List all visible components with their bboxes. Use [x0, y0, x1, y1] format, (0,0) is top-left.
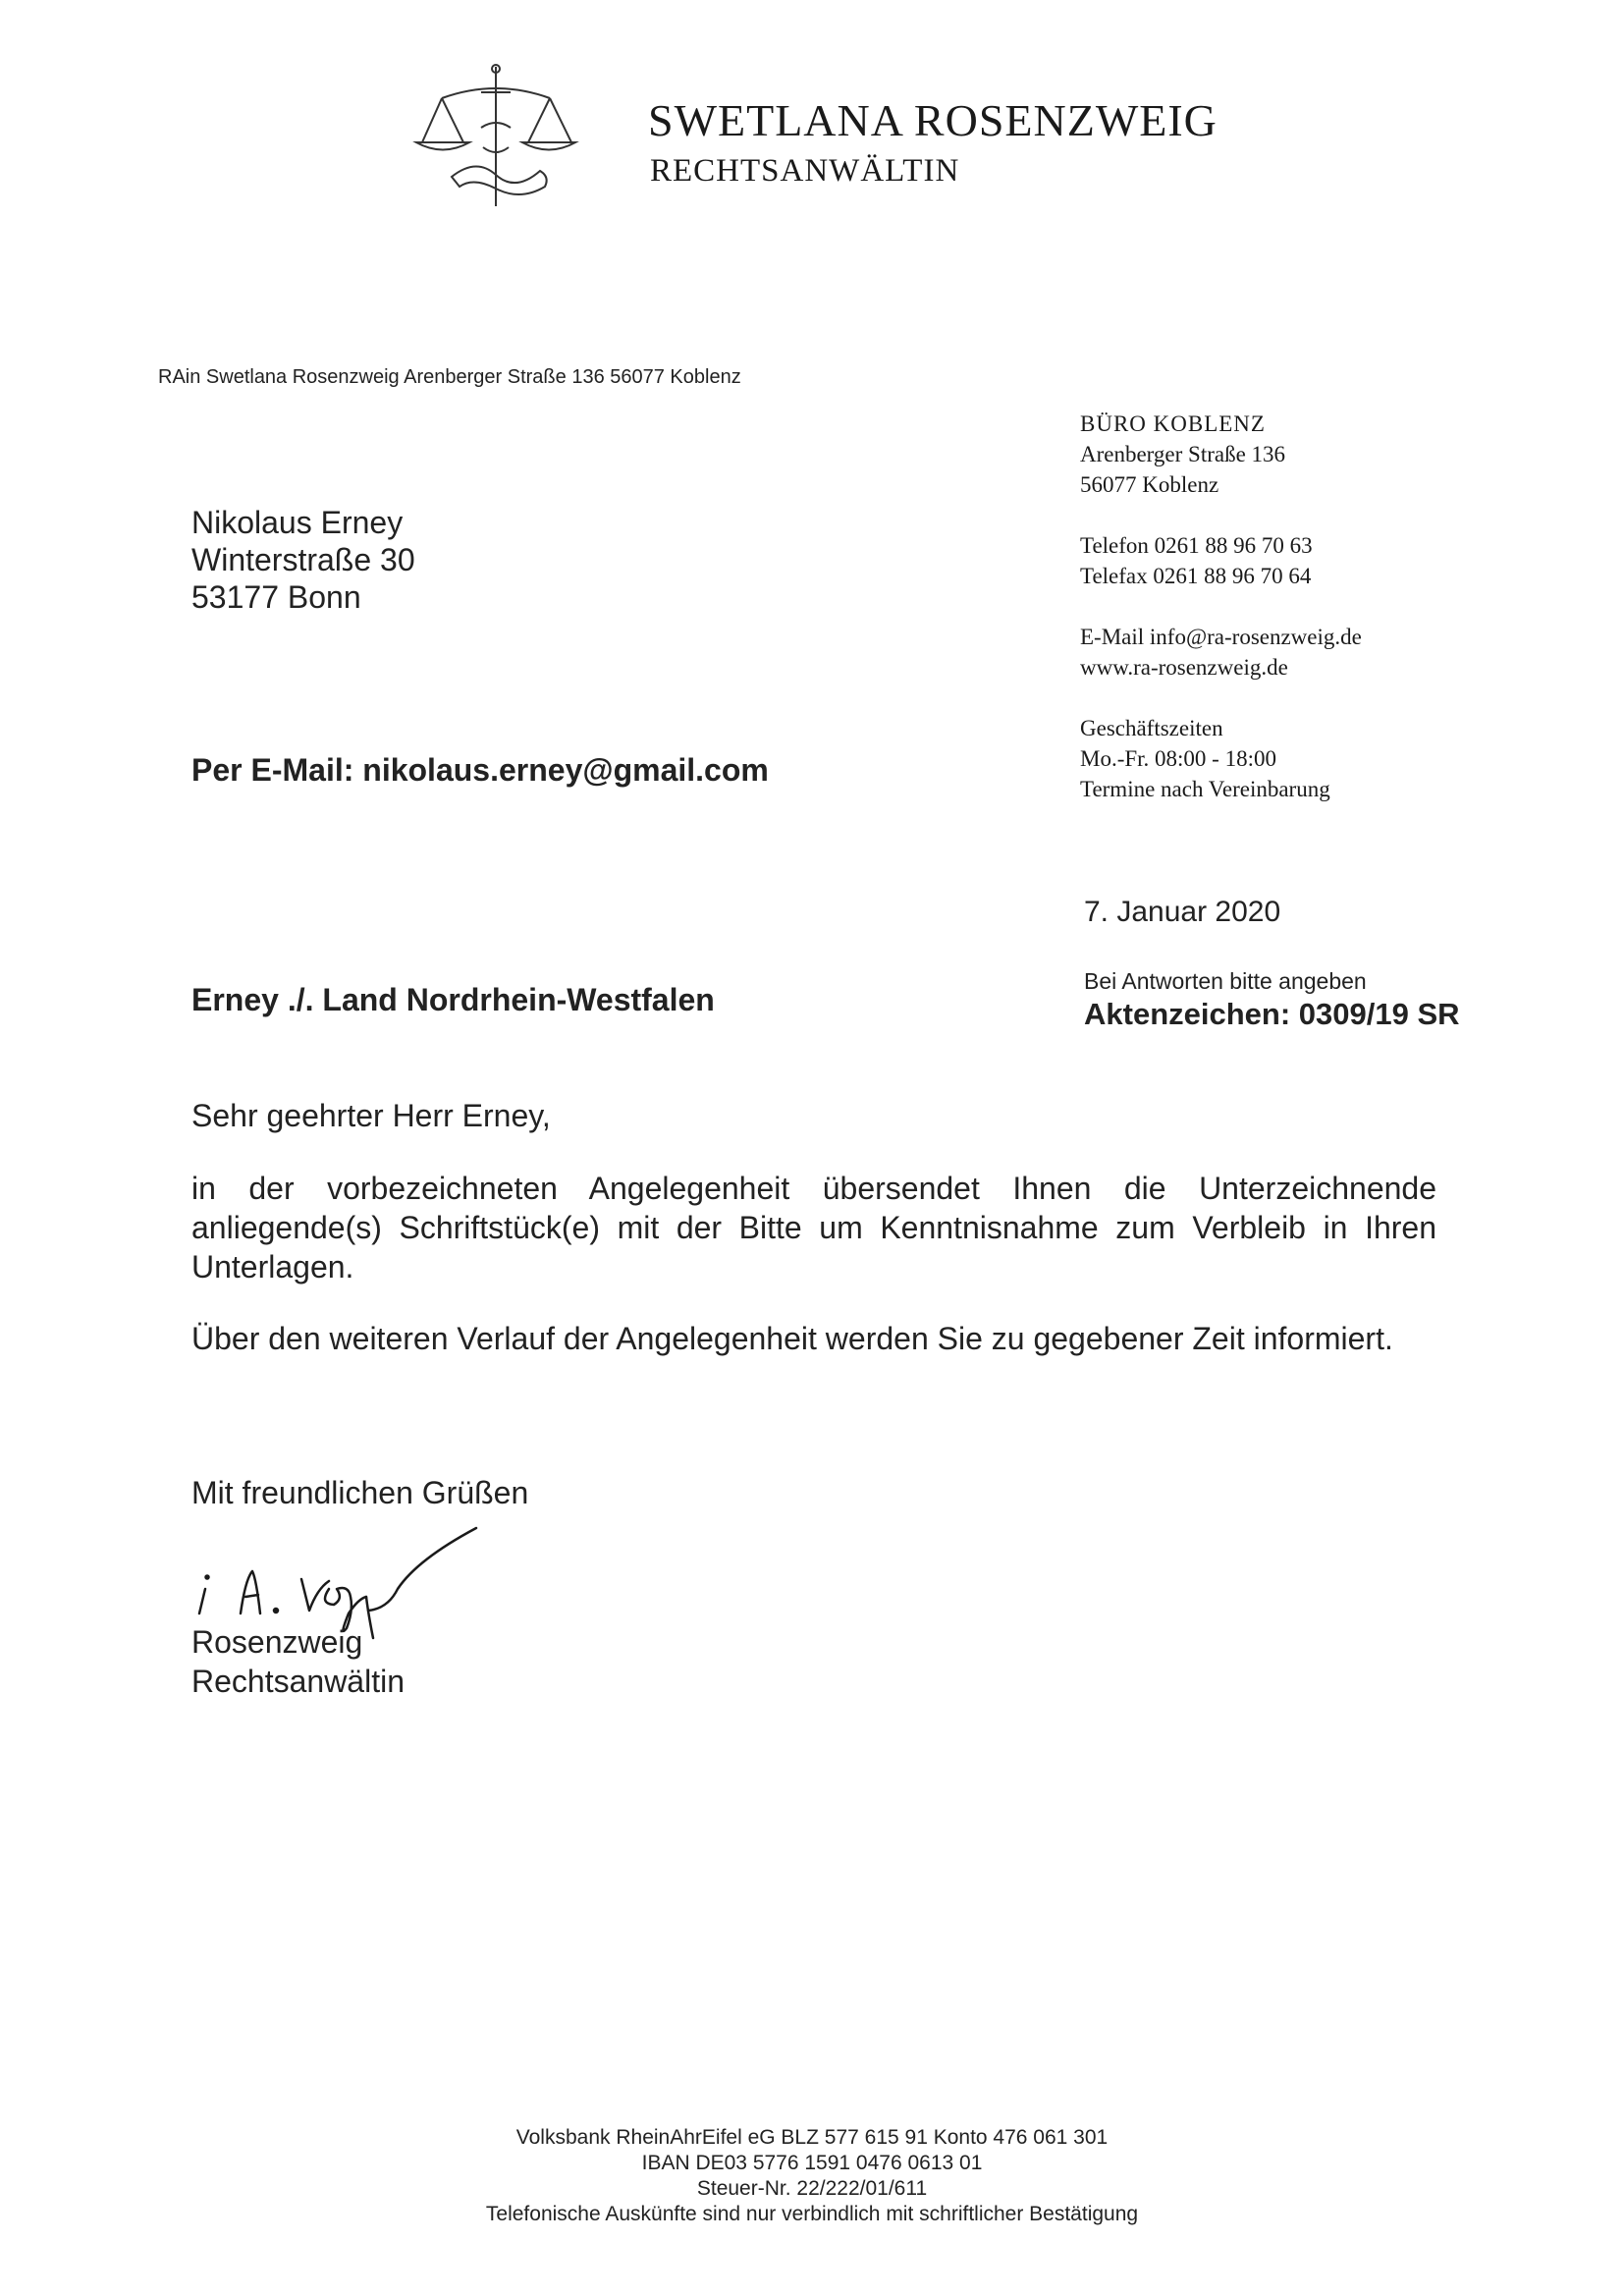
- closing-phrase: Mit freundlichen Grüßen: [191, 1475, 529, 1510]
- office-hours: Mo.-Fr. 08:00 - 18:00: [1080, 746, 1276, 771]
- office-fax: Telefax 0261 88 96 70 64: [1080, 564, 1312, 588]
- return-address-line: RAin Swetlana Rosenzweig Arenberger Straße 136 56077 Koblenz: [158, 366, 741, 388]
- body-paragraph: in der vorbezeichneten Angelegenheit übersendet Ihnen die Unterzeichnende anliegende(s) Schriftstück(e) mit der Bitte um Kenntnisnahme zum Verbleib in Ihren Unterlagen.: [191, 1171, 1436, 1285]
- body-paragraph: Über den weiteren Verlauf der Angelegenheit werden Sie zu gegebener Zeit informiert.: [191, 1321, 1393, 1356]
- signer-title: Rechtsanwältin: [191, 1664, 405, 1699]
- delivery-method: Per E-Mail: nikolaus.erney@gmail.com: [191, 752, 769, 788]
- reference-number: Aktenzeichen: 0309/19 SR: [1084, 997, 1460, 1031]
- letterhead-title: RECHTSANWÄLTIN: [650, 153, 960, 189]
- office-city: 56077 Koblenz: [1080, 472, 1219, 497]
- signer-name: Rosenzweig: [191, 1624, 363, 1660]
- recipient-address: [191, 504, 415, 616]
- scales-of-justice-logo-icon: [403, 59, 589, 216]
- recipient-city: 53177 Bonn: [191, 579, 361, 615]
- footer-bank: Volksbank RheinAhrEifel eG BLZ 577 615 91 Konto 476 061 301: [515, 2126, 1109, 2149]
- recipient-street: Winterstraße 30: [191, 542, 415, 577]
- office-hours-label: Geschäftszeiten: [1080, 716, 1223, 740]
- reference-hint: Bei Antworten bitte angeben: [1084, 968, 1367, 994]
- footer-iban: IBAN DE03 5776 1591 0476 0613 01: [641, 2152, 983, 2174]
- footer: [0, 2125, 1624, 2227]
- office-street: Arenberger Straße 136: [1080, 442, 1286, 466]
- salutation: Sehr geehrter Herr Erney,: [191, 1098, 551, 1133]
- office-web: www.ra-rosenzweig.de: [1080, 655, 1288, 680]
- office-appointments: Termine nach Vereinbarung: [1080, 777, 1330, 801]
- office-contact-block: [1080, 409, 1362, 804]
- footer-tax: Steuer-Nr. 22/222/01/611: [696, 2177, 928, 2200]
- recipient-name: Nikolaus Erney: [191, 505, 404, 540]
- letter-date: 7. Januar 2020: [1084, 896, 1281, 928]
- footer-note: Telefonische Auskünfte sind nur verbindlich mit schriftlicher Bestätigung: [485, 2203, 1139, 2225]
- office-email: E-Mail info@ra-rosenzweig.de: [1080, 625, 1362, 649]
- signer-block: [191, 1622, 405, 1701]
- office-phone: Telefon 0261 88 96 70 63: [1080, 533, 1313, 558]
- office-heading: BÜRO KOBLENZ: [1080, 411, 1266, 436]
- letterhead-name: SWETLANA ROSENZWEIG: [648, 95, 1218, 145]
- subject-line: Erney ./. Land Nordrhein-Westfalen: [191, 982, 715, 1017]
